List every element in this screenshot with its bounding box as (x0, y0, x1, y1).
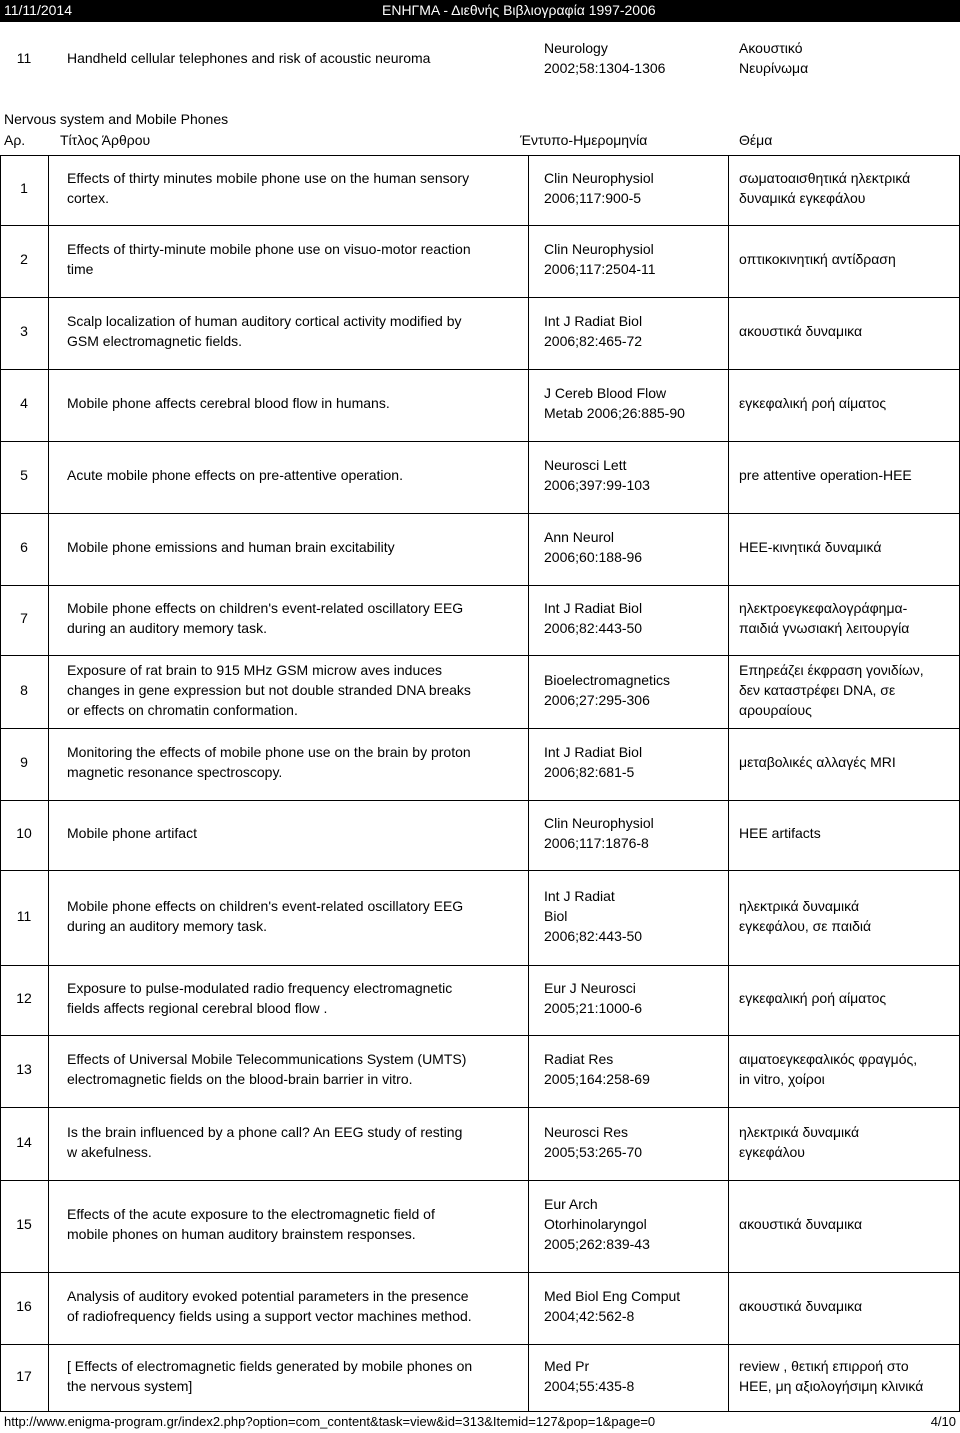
article-subject (739, 168, 957, 208)
subject-line: HEE artifacts (739, 825, 821, 841)
column-rule (0, 155, 1, 1411)
row-number: 6 (20, 539, 28, 555)
article-title (67, 239, 527, 279)
table-row (0, 155, 960, 225)
journal-line: 2006;27:295-306 (544, 691, 650, 708)
subject-line: review , θετική επιρροή στο (739, 1357, 909, 1374)
print-footer (0, 1412, 960, 1433)
table-row (0, 1035, 960, 1107)
journal-line: 2005;262:839-43 (544, 1236, 650, 1252)
journal-line: 2006;117:900-5 (544, 190, 642, 206)
article-title (67, 465, 527, 485)
journal-line: 2002;58:1304-1306 (544, 60, 666, 76)
title-line: fields affects regional cerebral blood flow . (67, 1000, 328, 1016)
journal-line: Med Pr (544, 1357, 590, 1374)
subject-line: HEE, μη αξιολογήσιμη κλινικά (739, 1377, 924, 1394)
row-number: 17 (16, 1367, 32, 1384)
article-subject (739, 823, 957, 843)
column-rule (48, 155, 49, 1411)
journal-line: Med Biol Eng Comput (544, 1288, 681, 1304)
title-line: Mobile phone affects cerebral blood flow in humans. (67, 395, 390, 411)
subject-line: Νευρίνωμα (739, 60, 809, 76)
journal-line: Biol (544, 907, 568, 924)
journal-line: Neurosci Res (544, 1123, 629, 1140)
column-header-journal: Έντυπο-Ημερομηνία (520, 132, 648, 148)
journal-line: 2006;397:99-103 (544, 477, 650, 493)
column-header-number: Αρ. (4, 132, 26, 148)
article-title (67, 598, 527, 638)
subject-line: δεν καταστρέφει DNA, σε (739, 681, 896, 698)
table-row (0, 513, 960, 585)
journal-line: 2005;164:258-69 (544, 1071, 650, 1087)
journal-line: Clin Neurophysiol (544, 815, 654, 831)
article-subject (739, 1049, 957, 1089)
title-line: w akefulness. (67, 1143, 152, 1160)
journal-line: Clin Neurophysiol (544, 170, 654, 186)
journal-citation (544, 742, 724, 782)
journal-citation (544, 1194, 724, 1254)
subject-line: αιματοεγκεφαλικός φραγμός, (739, 1051, 918, 1067)
title-line: Mobile phone effects on children's event-related oscillatory EEG (67, 897, 464, 914)
journal-citation (544, 383, 724, 423)
journal-line: 2005;21:1000-6 (544, 1000, 643, 1016)
article-title (67, 660, 527, 720)
article-title (67, 742, 527, 782)
journal-line: Otorhinolaryngol (544, 1216, 647, 1232)
subject-line: οπτικοκινητική αντίδραση (739, 251, 896, 267)
article-subject (739, 537, 957, 557)
journal-citation (544, 455, 724, 495)
journal-line: Clin Neurophysiol (544, 241, 654, 257)
title-line: Mobile phone artifact (67, 825, 197, 841)
journal-line: Eur Arch (544, 1196, 598, 1212)
subject-line: in vitro, χοίροι (739, 1071, 825, 1087)
journal-citation (544, 1049, 724, 1089)
journal-citation (544, 1286, 724, 1326)
journal-line: 2004;55:435-8 (544, 1377, 635, 1394)
title-line: Exposure of rat brain to 915 MHz GSM microw aves induces (67, 661, 443, 678)
row-number: 7 (20, 610, 28, 626)
subject-line: pre attentive operation-HEE (739, 467, 912, 483)
journal-line: Ann Neurol (544, 529, 615, 545)
title-line: or effects on chromatin conformation. (67, 701, 298, 718)
article-subject (739, 393, 957, 413)
article-subject (739, 752, 957, 772)
row-number: 5 (20, 467, 28, 483)
journal-citation (544, 527, 724, 567)
row-number: 1 (20, 180, 28, 196)
subject-line: παιδιά γνωσιακή λειτουργία (739, 620, 910, 636)
title-line: Effects of thirty minutes mobile phone use on the human sensory (67, 170, 470, 186)
page-number: 4/10 (930, 1414, 956, 1429)
subject-line: ηλεκτρικά δυναμικά (739, 897, 860, 914)
row-number: 14 (16, 1133, 32, 1150)
article-title (67, 168, 527, 208)
article-title (67, 393, 527, 413)
page-url: http://www.enigma-program.gr/index2.php?option=com_content&task=view&id=313&Itemid=127&pop=1&page=0 (4, 1414, 656, 1429)
subject-line: εγκεφάλου (739, 1143, 805, 1160)
journal-citation (544, 598, 724, 638)
article-subject (739, 1356, 957, 1396)
table-row (0, 585, 960, 655)
title-line: of radiofrequency fields using a support vector machines method. (67, 1308, 472, 1324)
title-line: Is the brain influenced by a phone call? An EEG study of resting (67, 1123, 463, 1140)
journal-citation (544, 670, 724, 710)
title-line: cortex. (67, 190, 110, 206)
title-line: Effects of Universal Mobile Telecommunications System (UMTS) (67, 1051, 467, 1067)
journal-line: 2006;82:443-50 (544, 927, 643, 944)
column-header-subject: Θέμα (739, 132, 773, 148)
table-row (0, 728, 960, 800)
table-row (0, 965, 960, 1035)
subject-line: ακουστικά δυναμικα (739, 1216, 863, 1232)
journal-line: Int J Radiat Biol (544, 313, 643, 329)
journal-citation (544, 886, 724, 946)
journal-line: 2006;117:1876-8 (544, 835, 649, 851)
title-line: Effects of the acute exposure to the electromagnetic field of (67, 1206, 435, 1222)
journal-citation (544, 239, 724, 279)
title-line: magnetic resonance spectroscopy. (67, 764, 283, 780)
journal-line: Int J Radiat Biol (544, 744, 643, 760)
journal-line: 2004;42:562-8 (544, 1308, 635, 1324)
title-line: Mobile phone emissions and human brain excitability (67, 539, 395, 555)
subject-line: εγκεφαλική ροή αίματος (739, 990, 887, 1006)
row-number: 15 (16, 1216, 32, 1232)
title-line: the nervous system] (67, 1377, 193, 1394)
column-rule (528, 155, 529, 1411)
row-number: 2 (20, 251, 28, 267)
row-number: 12 (16, 990, 32, 1006)
row-number: 4 (20, 395, 28, 411)
journal-line: J Cereb Blood Flow (544, 385, 667, 401)
print-date: 11/11/2014 (4, 2, 72, 18)
article-title (67, 537, 527, 557)
journal-line: Neurosci Lett (544, 457, 627, 473)
journal-citation (544, 1122, 724, 1162)
article-title (67, 978, 527, 1018)
title-line: mobile phones on human auditory brainstem responses. (67, 1226, 416, 1242)
journal-citation (544, 978, 724, 1018)
article-subject (739, 249, 957, 269)
journal-citation (544, 168, 724, 208)
article-title (67, 1204, 527, 1244)
row-number: 8 (20, 681, 28, 698)
title-line: Analysis of auditory evoked potential parameters in the presence (67, 1288, 469, 1304)
table-row (0, 225, 960, 297)
table-top-rule (0, 155, 960, 156)
article-subject (739, 1122, 957, 1162)
subject-line: αρουραίους (739, 701, 812, 718)
title-line: Effects of thirty-minute mobile phone use on visuo-motor reaction (67, 241, 471, 257)
row-number: 9 (20, 754, 28, 770)
journal-citation (544, 813, 724, 853)
article-title (67, 896, 527, 936)
row-number: 10 (16, 825, 32, 841)
subject-line: Επηρεάζει έκφραση γονιδίων, (739, 661, 924, 678)
title-line: Exposure to pulse-modulated radio frequency electromagnetic (67, 980, 453, 996)
subject-line: εγκεφαλική ροή αίματος (739, 395, 887, 411)
journal-citation (544, 311, 724, 351)
journal-line: Metab 2006;26:885-90 (544, 405, 685, 421)
title-line: time (67, 261, 94, 277)
article-title (67, 311, 527, 351)
print-title: ΕΝΗΓΜΑ - Διεθνής Βιβλιογραφία 1997-2006 (382, 2, 656, 18)
subject-line: HEE-κινητικά δυναμικά (739, 539, 882, 555)
article-subject (739, 896, 957, 936)
row-number: 11 (16, 50, 32, 66)
table-row (0, 297, 960, 369)
title-line: Monitoring the effects of mobile phone use on the brain by proton (67, 744, 471, 760)
subject-line: ακουστικά δυναμικα (739, 323, 863, 339)
title-line: during an auditory memory task. (67, 620, 267, 636)
table-row (0, 1107, 960, 1180)
table-row (0, 1180, 960, 1272)
table-row (0, 369, 960, 441)
journal-line: 2005;53:265-70 (544, 1143, 643, 1160)
column-rule (728, 155, 729, 1411)
subject-line: ηλεκτρικά δυναμικά (739, 1123, 860, 1140)
subject-line: σωματοαισθητικά ηλεκτρικά (739, 170, 911, 186)
column-header-title: Τίτλος Άρθρου (60, 132, 151, 148)
subject-line: εγκεφάλου, σε παιδιά (739, 917, 872, 934)
article-subject (739, 1214, 957, 1234)
subject-line: ακουστικά δυναμικα (739, 1298, 863, 1314)
journal-line: Radiat Res (544, 1051, 614, 1067)
table-row (0, 655, 960, 728)
title-line: Acute mobile phone effects on pre-attentive operation. (67, 467, 403, 483)
subject-line: δυναμικά εγκεφάλου (739, 190, 866, 206)
table-row (0, 441, 960, 513)
article-subject (739, 1296, 957, 1316)
table-row (0, 1272, 960, 1344)
journal-line: 2006;82:443-50 (544, 620, 643, 636)
article-title: Handheld cellular telephones and risk of acoustic neuroma (67, 50, 431, 66)
article-subject (739, 988, 957, 1008)
subject-line: Ακουστικό (739, 40, 803, 56)
article-title (67, 1122, 527, 1162)
article-subject (739, 598, 957, 638)
section-title: Nervous system and Mobile Phones (4, 111, 229, 127)
journal-line: 2006;82:465-72 (544, 333, 643, 349)
row-number: 13 (16, 1061, 32, 1077)
title-line: GSM electromagnetic fields. (67, 333, 243, 349)
journal-line: 2006;117:2504-11 (544, 261, 656, 277)
title-line: during an auditory memory task. (67, 917, 267, 934)
journal-line: Neurology (544, 40, 608, 56)
title-line: electromagnetic fields on the blood-brain barrier in vitro. (67, 1071, 413, 1087)
article-subject (739, 321, 957, 341)
subject-line: μεταβολικές αλλαγές MRI (739, 754, 896, 770)
row-number: 16 (16, 1298, 32, 1314)
journal-line: Int J Radiat (544, 887, 615, 904)
article-subject (739, 465, 957, 485)
journal-line: Bioelectromagnetics (544, 671, 671, 688)
article-title (67, 823, 527, 843)
journal-line: 2006;60:188-96 (544, 549, 643, 565)
journal-line: Int J Radiat Biol (544, 600, 643, 616)
article-title (67, 1356, 527, 1396)
article-title (67, 1286, 527, 1326)
title-line: Scalp localization of human auditory cortical activity modified by (67, 313, 462, 329)
row-number: 11 (16, 907, 32, 924)
journal-line: Eur J Neurosci (544, 980, 636, 996)
table-row (0, 870, 960, 965)
article-subject (739, 660, 957, 720)
title-line: changes in gene expression but not double stranded DNA breaks (67, 681, 471, 698)
title-line: Mobile phone effects on children's event-related oscillatory EEG (67, 600, 464, 616)
table-row (0, 800, 960, 870)
article-title (67, 1049, 527, 1089)
table-row (0, 1344, 960, 1411)
row-number: 3 (20, 323, 28, 339)
subject-line: ηλεκτροεγκεφαλογράφημα- (739, 600, 908, 616)
journal-line: 2006;82:681-5 (544, 764, 635, 780)
journal-citation (544, 1356, 724, 1396)
title-line: [ Effects of electromagnetic fields generated by mobile phones on (67, 1357, 473, 1374)
